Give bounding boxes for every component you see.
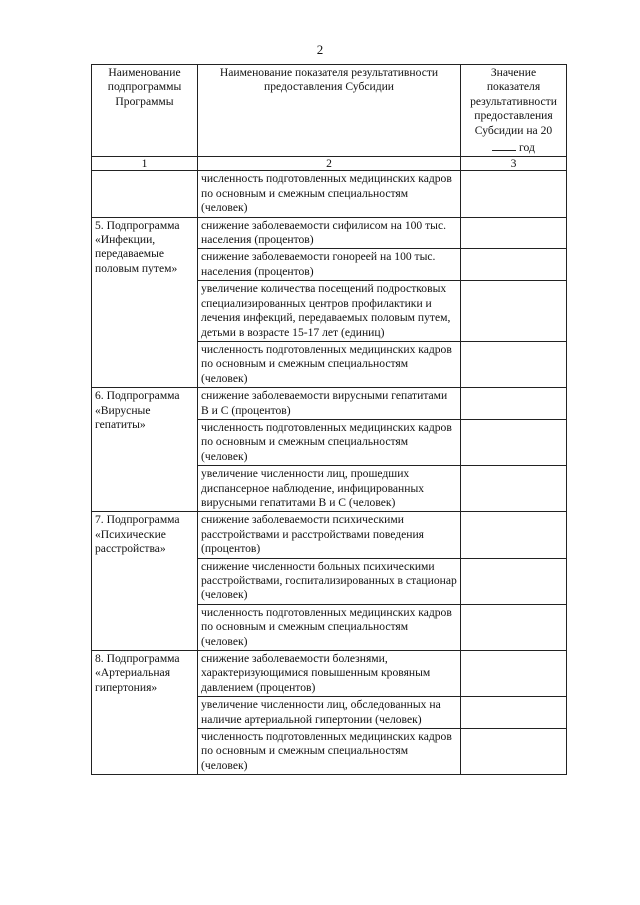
header-row: [92, 65, 567, 157]
header-subprogram: Наименование подпрограммы Программы: [92, 65, 198, 157]
indicator-name: снижение заболеваемости вирусными гепатитами В и С (процентов): [198, 388, 461, 420]
subprogram-name: [92, 171, 198, 217]
column-number: 3: [461, 157, 567, 171]
indicator-name: снижение заболеваемости гонореей на 100 тыс. населения (процентов): [198, 249, 461, 281]
indicator-name: численность подготовленных медицинских кадров по основным и смежным специальностям (человек): [198, 171, 461, 217]
value-cell[interactable]: [461, 512, 567, 558]
table-row: [92, 512, 567, 558]
header-value-suffix: год: [519, 141, 535, 155]
subprogram-name: 8. Подпрограмма «Артериальная гипертония»: [92, 651, 198, 775]
indicators-table: [91, 64, 567, 775]
column-number: 2: [198, 157, 461, 171]
value-cell[interactable]: [461, 341, 567, 387]
value-cell[interactable]: [461, 697, 567, 729]
indicator-name: снижение заболеваемости психическими расстройствами и расстройствами поведения (процентов): [198, 512, 461, 558]
value-cell[interactable]: [461, 249, 567, 281]
table-body: [92, 65, 567, 775]
value-cell[interactable]: [461, 604, 567, 650]
value-cell[interactable]: [461, 651, 567, 697]
indicator-name: увеличение количества посещений подростковых специализированных центров профилактики и лечения инфекций, передаваемых половым путем, детьми в возрасте 15-17 лет (единиц): [198, 281, 461, 342]
value-cell[interactable]: [461, 729, 567, 775]
header-value: [461, 65, 567, 157]
indicator-name: численность подготовленных медицинских кадров по основным и смежным специальностям (человек): [198, 341, 461, 387]
table-row: [92, 217, 567, 249]
indicator-name: численность подготовленных медицинских кадров по основным и смежным специальностям (человек): [198, 419, 461, 465]
indicator-name: снижение численности больных психическими расстройствами, госпитализированных в стационар (человек): [198, 558, 461, 604]
value-cell[interactable]: [461, 171, 567, 217]
page-number: 2: [316, 42, 324, 57]
value-cell[interactable]: [461, 466, 567, 512]
indicator-name: снижение заболеваемости болезнями, характеризующимися повышенным кровяным давлением (процентов): [198, 651, 461, 697]
value-cell[interactable]: [461, 419, 567, 465]
value-cell[interactable]: [461, 217, 567, 249]
indicator-name: численность подготовленных медицинских кадров по основным и смежным специальностям (человек): [198, 729, 461, 775]
header-value-prefix: Значение показателя результативности предоставления Субсидии на 20: [470, 66, 557, 137]
indicator-name: увеличение численности лиц, обследованных на наличие артериальной гипертонии (человек): [198, 697, 461, 729]
subprogram-name: 7. Подпрограмма «Психические расстройства»: [92, 512, 198, 651]
indicator-name: снижение заболеваемости сифилисом на 100 тыс. населения (процентов): [198, 217, 461, 249]
indicator-name: увеличение численности лиц, прошедших диспансерное наблюдение, инфицированных вирусными гепатитами В и С (человек): [198, 466, 461, 512]
year-blank: [492, 138, 516, 151]
value-cell[interactable]: [461, 558, 567, 604]
column-number-row: [92, 157, 567, 171]
column-number: 1: [92, 157, 198, 171]
header-indicator: Наименование показателя результативности предоставления Субсидии: [198, 65, 461, 157]
value-cell[interactable]: [461, 388, 567, 420]
table-row: [92, 651, 567, 697]
indicator-name: численность подготовленных медицинских кадров по основным и смежным специальностям (человек): [198, 604, 461, 650]
table-row: [92, 388, 567, 420]
value-cell[interactable]: [461, 281, 567, 342]
subprogram-name: 5. Подпрограмма «Инфекции, передаваемые половым путем»: [92, 217, 198, 387]
table-row: [92, 171, 567, 217]
subprogram-name: 6. Подпрограмма «Вирусные гепатиты»: [92, 388, 198, 512]
